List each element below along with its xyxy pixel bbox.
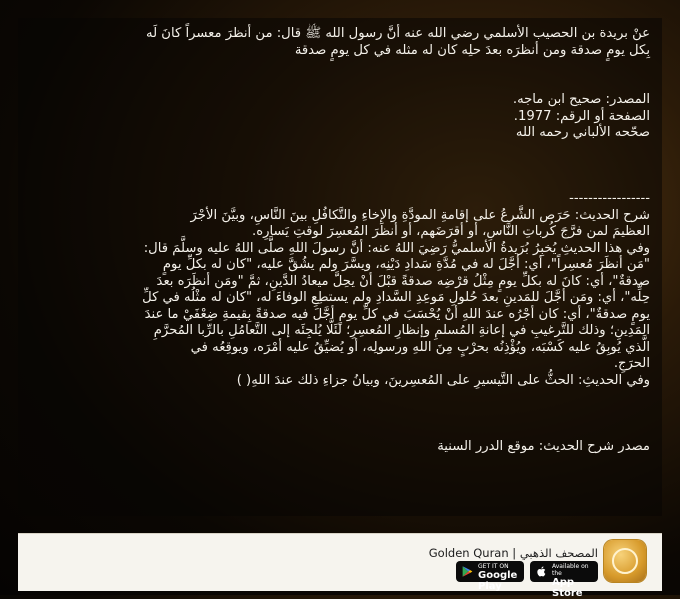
brand-name: المصحف الذهبي | Golden Quran: [428, 546, 598, 560]
source-line: الصفحة أو الرقم: 1977.: [513, 108, 650, 124]
separator: -----------------: [569, 191, 650, 206]
explanation-line: الحرَجِ.: [613, 356, 650, 371]
explanation-line: صدقةٌ"، أي: كانَ له بكلِّ يومٍ مِثْلُ قرْضِه صدقةً قبْلَ أنْ يحِلَّ ميعادُ الدَّينِ، ثمَّ "ومَن أنظَرَه بعدَ: [156, 273, 650, 289]
app-store-small-text: Available on the: [552, 563, 589, 577]
google-play-small-text: GET IT ON: [478, 563, 509, 570]
explanation-line: المَدِينِ؛ وذلك للتَّرغيبِ في إعانةِ المُسلمِ وإنظارِ المُعسِرِ؛ لئَلَّا يُلجِئَه إلى التَّعامُلِ بالرِّبا المُحرَّمِ: [153, 323, 650, 338]
explanation-source: مصدر شرح الحديث: موقع الدرر السنية: [437, 438, 650, 454]
apple-icon: [535, 565, 548, 578]
app-logo-icon: [604, 540, 646, 582]
explanation-line: حِلِّه"، أي: ومَن أجَّلَ للمَدينِ بعدَ حُلولِ مَوعِدِ السَّدادِ ولم يستطِعِ الوفاءَ له، "كان له مثْلُه في كلِّ: [142, 290, 650, 305]
explanation-line: الَّذي يُوبِقُ عليه كَسْبَه، ويُؤْذِنُه بحرْبٍ مِنَ اللهِ ورسولِه، أو يُضيِّقُ عليه أمْرَه، ويوقِعُه في: [190, 339, 650, 355]
explanation-line: يومٍ صدقةٌ"، أي: كان أجْرُه عندَ اللهِ أنْ يُحْسَبَ في كلِّ يومٍ أجَّلَ فيه صدقةً بِقيمةِ ضِعْفَيْ ما عندَ: [144, 306, 650, 322]
google-play-button[interactable]: [456, 561, 524, 592]
app-store-label: App Store: [552, 577, 583, 599]
google-play-icon: [461, 565, 474, 578]
explanation-line: العظيمَ لمن فرَّجَ كُرباتِ النَّاسِ، أو أقرَضَهم، أو أنظَرَ المُعسِرَ لوقتِ يَسارِه.: [252, 224, 650, 239]
app-store-button[interactable]: [530, 561, 598, 599]
explanation-line: شرح الحديث: حَرَص الشَّرعُ على إقامةِ المودَّةِ والإخاءِ والتَّكافُلِ بينَ النَّاسِ، وبيَّنَ الأجْرَ: [190, 207, 650, 223]
bottom-bar: [18, 533, 662, 599]
explanation-line: وفي هذا الحديثِ يُخبِرُ بُرَيدةُ الأسلميُّ رَضِيَ اللهُ عنه: أنَّ رسولَ اللهِ صلَّى اللهُ عليه وسلَّمَ قال:: [143, 240, 650, 256]
explanation-line: وفي الحديثِ: الحثُّ على التَّيسيرِ على المُعسِرينَ، وبيانُ جزاءِ ذلك عندَ اللهِ( ): [236, 372, 650, 388]
google-play-label: Google Play: [478, 570, 518, 592]
content-panel: [18, 18, 662, 516]
hadith-line: بِكل يومٍ صدقة ومن أنظرَه بعدَ حلِه كان له مثله في كل يومٍ صدقة: [294, 42, 650, 58]
explanation-line: "مَن أنظَرَ مُعسِراً"، أي: أجَّلَ له في مُدَّةِ سَدادِ دَيْنِه، ويسَّرَ ولم يشُقَّ عليه، "كان له بكلِّ يومٍ: [162, 257, 650, 272]
hadith-line: عنْ بريدة بن الحصيب الأسلمي رضي الله عنه أنَّ رسول الله ﷺ قال: من أنظرَ معسراً كانَ لَه: [146, 26, 650, 41]
source-line: صحّحه الألباني رحمه الله: [515, 125, 650, 140]
source-line: المصدر: صحيح ابن ماجه.: [512, 92, 650, 107]
